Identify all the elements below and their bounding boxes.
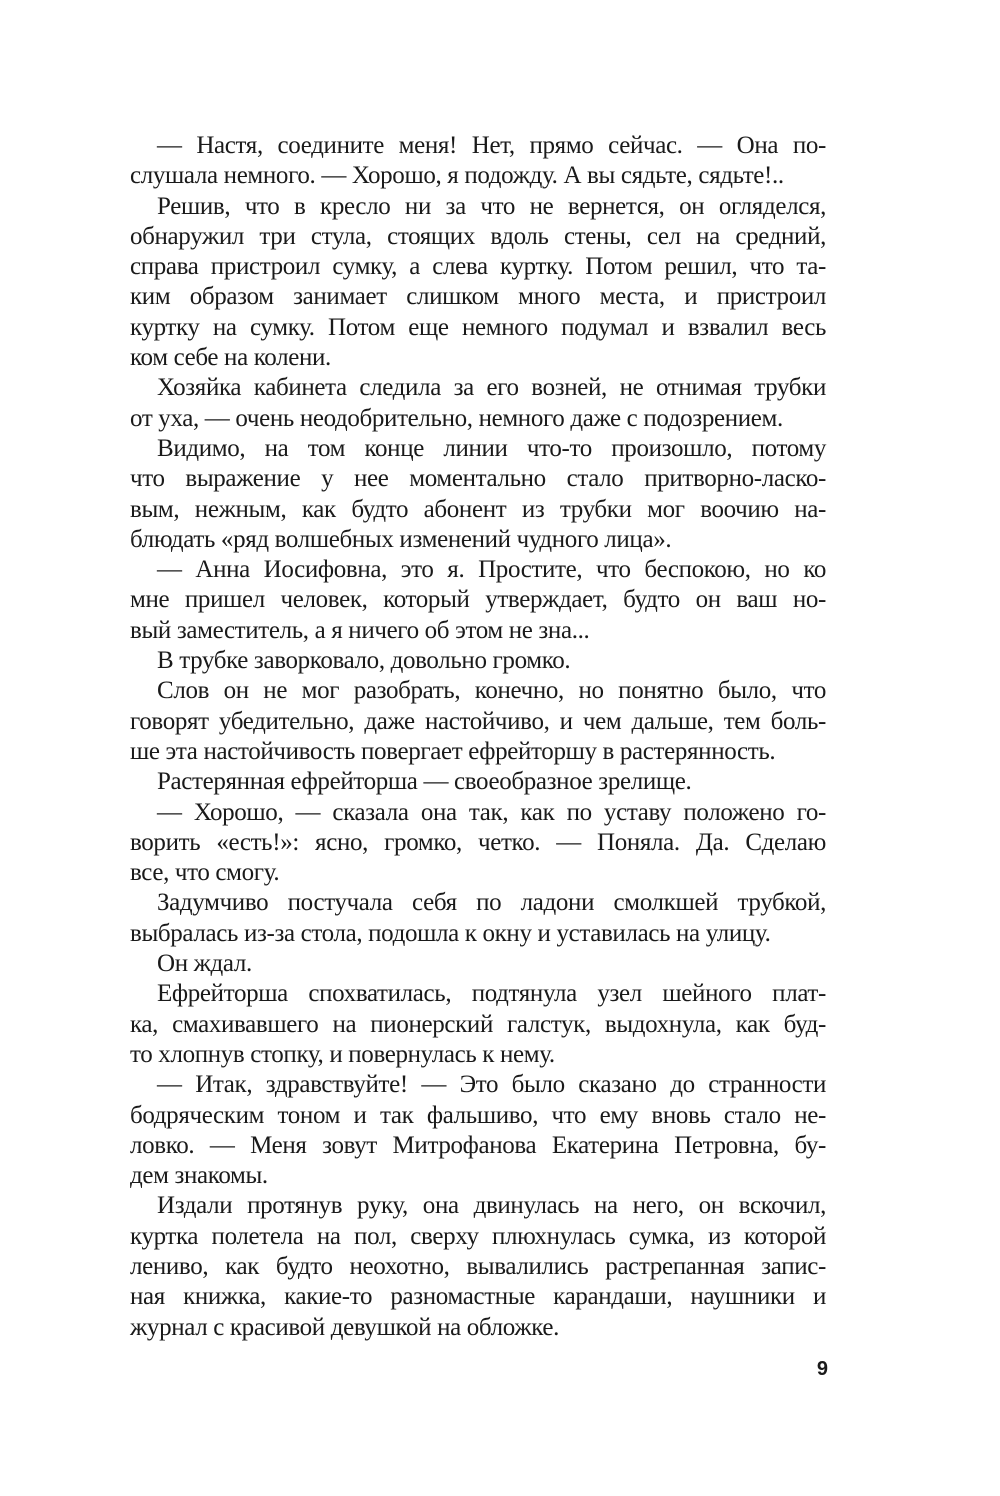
text-line: лениво, как будто неохотно, вывалились растрепанная запис- xyxy=(130,1252,826,1280)
text-line: Задумчиво постучала себя по ладони смолкшей трубкой, xyxy=(157,889,826,917)
text-line: Слов он не мог разобрать, конечно, но понятно было, что xyxy=(157,677,826,705)
text-line: обнаружил три стула, стоящих вдоль стены, сел на средний, xyxy=(130,222,826,250)
paragraph xyxy=(130,131,826,192)
paragraph xyxy=(130,767,826,797)
text-line: Издали протянув руку, она двинулась на него, он вскочил, xyxy=(157,1192,826,1220)
text-line: от уха, — очень неодобрительно, немного даже с подозрением. xyxy=(130,404,783,432)
text-line: ворить «есть!»: ясно, громко, четко. — Поняла. Да. Сделаю xyxy=(130,828,826,856)
text-line: — Хорошо, — сказала она так, как по уставу положено го- xyxy=(157,798,826,826)
paragraph xyxy=(130,192,826,374)
paragraph xyxy=(130,676,826,767)
text-line: говорят убедительно, даже настойчиво, и чем дальше, тем боль- xyxy=(130,707,826,735)
text-line: Он ждал. xyxy=(157,950,252,978)
text-line: Ефрейторша спохватилась, подтянула узел шейного плат- xyxy=(157,980,826,1008)
text-line: блюдать «ряд волшебных изменений чудного лица». xyxy=(130,525,672,553)
paragraph xyxy=(130,798,826,889)
text-line: Решив, что в кресло ни за что не вернется, он огляделся, xyxy=(157,192,826,220)
text-line: ким образом занимает слишком много места, и пристроил xyxy=(130,283,826,311)
text-line: слушала немного. — Хорошо, я подожду. А вы сядьте, сядьте!.. xyxy=(130,162,784,190)
paragraph xyxy=(130,434,826,555)
text-line: ловко. — Меня зовут Митрофанова Екатерина Петровна, бу- xyxy=(130,1131,826,1159)
text-line: В трубке заворковало, довольно громко. xyxy=(157,647,571,675)
text-line: выбралась из-за стола, подошла к окну и уставилась на улицу. xyxy=(130,919,771,947)
text-line: дем знакомы. xyxy=(130,1162,268,1190)
paragraph xyxy=(130,646,826,676)
body-text xyxy=(130,131,826,1343)
text-line: все, что смогу. xyxy=(130,859,280,887)
text-line: ка, смахивавшего на пионерский галстук, выдохнула, как буд- xyxy=(130,1010,826,1038)
paragraph xyxy=(130,1191,826,1342)
text-line: куртку на сумку. Потом еще немного подумал и взвалил весь xyxy=(130,313,826,341)
text-line: — Итак, здравствуйте! — Это было сказано до странности xyxy=(157,1071,826,1099)
text-line: журнал с красивой девушкой на обложке. xyxy=(130,1313,560,1341)
text-line: ная книжка, какие-то разномастные карандаши, наушники и xyxy=(130,1283,826,1311)
text-line: что выражение у нее моментально стало притворно-ласко- xyxy=(130,465,826,493)
text-line: куртка полетела на пол, сверху плюхнулась сумка, из которой xyxy=(130,1222,826,1250)
text-line: — Анна Иосифовна, это я. Простите, что беспокою, но ко xyxy=(157,556,826,584)
text-line: ком себе на колени. xyxy=(130,344,331,372)
paragraph xyxy=(130,979,826,1070)
text-line: справа пристроил сумку, а слева куртку. Потом решил, что та- xyxy=(130,253,826,281)
paragraph xyxy=(130,949,826,979)
text-line: бодряческим тоном и так фальшиво, что ему вновь стало не- xyxy=(130,1101,826,1129)
text-line: ше эта настойчивость повергает ефрейторшу в растерянность. xyxy=(130,737,776,765)
text-line: — Настя, соедините меня! Нет, прямо сейчас. — Она по- xyxy=(157,132,826,159)
text-line: Хозяйка кабинета следила за его возней, не отнимая трубки xyxy=(157,374,826,402)
text-line: Видимо, на том конце линии что-то произошло, потому xyxy=(157,434,826,462)
text-line: Растерянная ефрейторша — своеобразное зрелище. xyxy=(157,768,692,796)
text-line: вый заместитель, а я ничего об этом не зна... xyxy=(130,616,590,644)
paragraph xyxy=(130,888,826,949)
page-number: 9 xyxy=(816,1358,828,1380)
paragraph xyxy=(130,373,826,434)
paragraph xyxy=(130,1070,826,1191)
text-line: вым, нежным, как будто абонент из трубки мог воочию на- xyxy=(130,495,826,523)
paragraph xyxy=(130,555,826,646)
text-line: то хлопнув стопку, и повернулась к нему. xyxy=(130,1040,555,1068)
text-line: мне пришел человек, который утверждает, будто он ваш но- xyxy=(130,586,826,614)
